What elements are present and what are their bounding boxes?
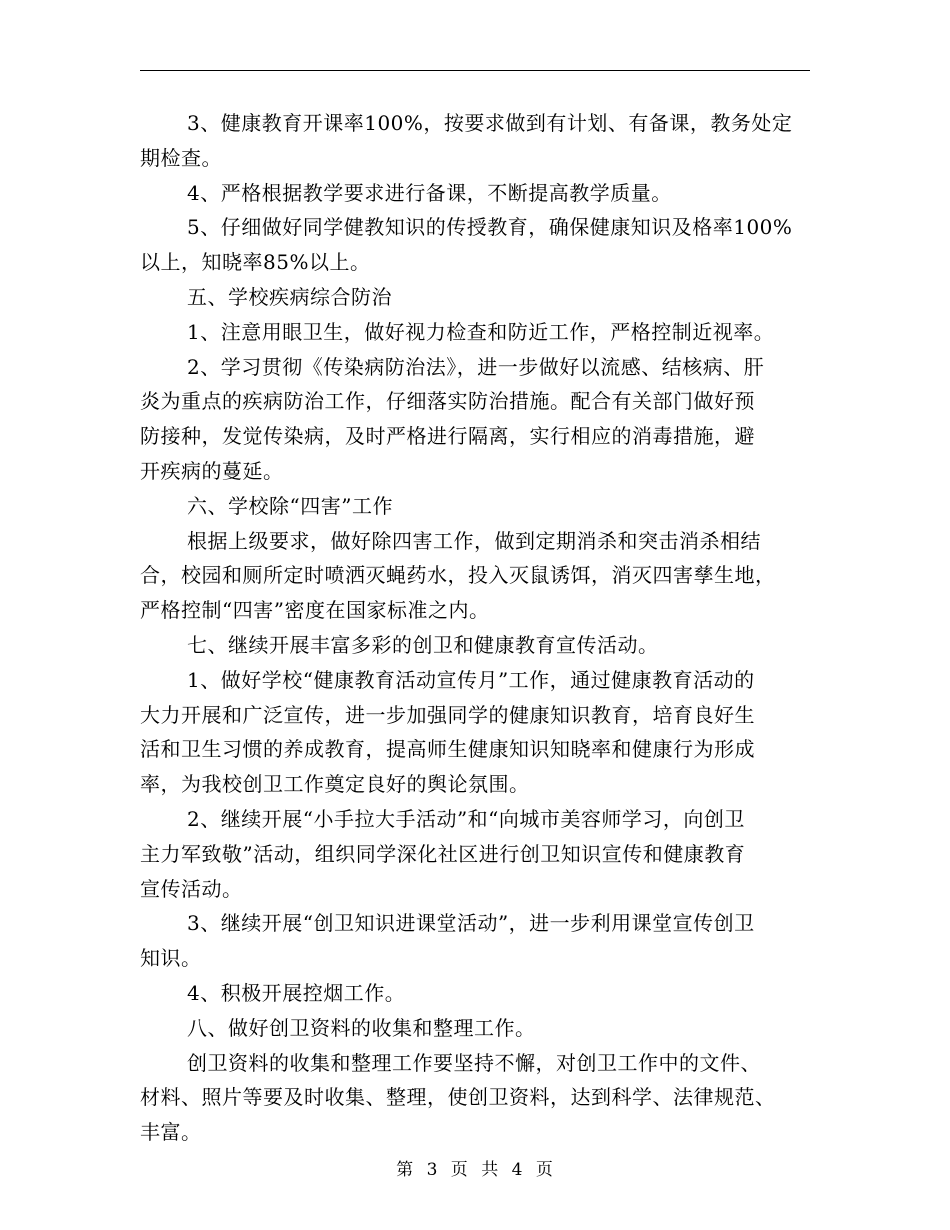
paragraph — [140, 976, 812, 1011]
page-footer: 第 3 页 共 4 页 — [396, 1160, 554, 1180]
text-line: 知识。 — [140, 946, 202, 971]
text-line: 八、做好创卫资料的收集和整理工作。 — [187, 1015, 536, 1040]
text-line: 2、继续开展“小手拉大手活动”和“向城市美容师学习，向创卫 — [187, 806, 745, 831]
paragraph — [140, 210, 812, 280]
text-line: 3、继续开展“创卫知识进课堂活动”，进一步利用课堂宣传创卫 — [187, 911, 755, 936]
paragraph — [140, 489, 812, 524]
text-line: 炎为重点的疾病防治工作，仔细落实防治措施。配合有关部门做好预 — [140, 389, 755, 414]
text-line: 丰富。 — [140, 1120, 202, 1145]
text-line: 率，为我校创卫工作奠定良好的舆论氛围。 — [140, 772, 530, 797]
text-line: 5、仔细做好同学健教知识的传授教育，确保健康知识及格率100% — [187, 215, 793, 240]
paragraph — [140, 280, 812, 315]
text-line: 材料、照片等要及时收集、整理，使创卫资料，达到科学、法律规范、 — [140, 1085, 776, 1110]
document-body — [140, 106, 812, 1150]
text-line: 根据上级要求，做好除四害工作，做到定期消杀和突击消杀相结 — [187, 528, 761, 553]
header-rule — [140, 70, 810, 71]
text-line: 防接种，发觉传染病，及时严格进行隔离，实行相应的消毒措施，避 — [140, 424, 755, 449]
text-line: 七、继续开展丰富多彩的创卫和健康教育宣传活动。 — [187, 632, 659, 657]
paragraph — [140, 1011, 812, 1046]
text-line: 1、做好学校“健康教育活动宣传月”工作，通过健康教育活动的 — [187, 667, 755, 692]
text-line: 大力开展和广泛宣传，进一步加强同学的健康知识教育，培育良好生 — [140, 702, 755, 727]
paragraph — [140, 106, 812, 176]
paragraph — [140, 315, 812, 350]
text-line: 创卫资料的收集和整理工作要坚持不懈，对创卫工作中的文件、 — [187, 1050, 761, 1075]
paragraph — [140, 1046, 812, 1150]
text-line: 活和卫生习惯的养成教育，提高师生健康知识知晓率和健康行为形成 — [140, 737, 755, 762]
text-line: 合，校园和厕所定时喷洒灭蝇药水，投入灭鼠诱饵，消灭四害孳生地， — [140, 563, 776, 588]
text-line: 期检查。 — [140, 145, 222, 170]
text-line: 主力军致敬”活动，组织同学深化社区进行创卫知识宣传和健康教育 — [140, 841, 746, 866]
paragraph — [140, 350, 812, 489]
text-line: 六、学校除“四害”工作 — [187, 493, 393, 518]
text-line: 1、注意用眼卫生，做好视力检查和防近工作，严格控制近视率。 — [187, 319, 775, 344]
paragraph — [140, 906, 812, 976]
text-line: 五、学校疾病综合防治 — [187, 284, 392, 309]
text-line: 4、严格根据教学要求进行备课，不断提高教学质量。 — [187, 180, 672, 205]
paragraph — [140, 176, 812, 211]
paragraph — [140, 524, 812, 628]
paragraph — [140, 802, 812, 906]
text-line: 2、学习贯彻《传染病防治法》，进一步做好以流感、结核病、肝 — [187, 354, 765, 379]
text-line: 开疾病的蔓延。 — [140, 458, 284, 483]
paragraph — [140, 663, 812, 802]
text-line: 4、积极开展控烟工作。 — [187, 980, 406, 1005]
text-line: 宣传活动。 — [140, 876, 243, 901]
paragraph — [140, 628, 812, 663]
text-line: 3、健康教育开课率100%，按要求做到有计划、有备课，教务处定 — [187, 111, 793, 135]
text-line: 严格控制“四害”密度在国家标准之内。 — [140, 598, 490, 623]
text-line: 以上，知晓率85%以上。 — [140, 250, 371, 275]
